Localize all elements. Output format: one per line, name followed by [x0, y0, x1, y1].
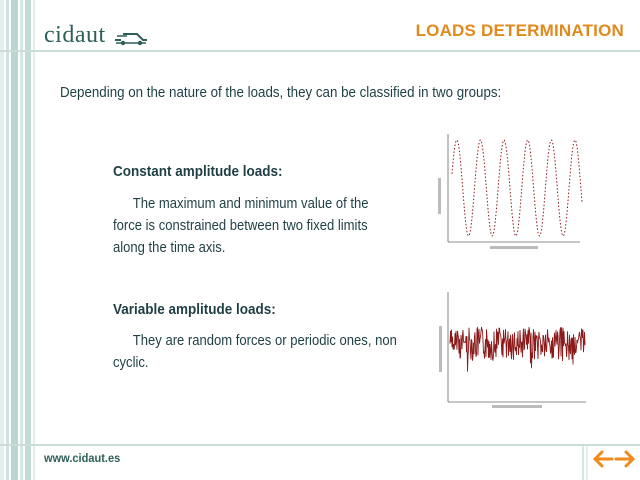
constant-chart-x-label: [490, 246, 538, 249]
slide-title: LOADS DETERMINATION: [415, 21, 624, 40]
constant-chart-y-label: [438, 178, 441, 214]
arrow-left-icon[interactable]: [592, 449, 614, 469]
constant-loads-heading: Constant amplitude loads:: [113, 163, 283, 180]
constant-loads-text: The maximum and minimum value of the force is constrained between two fixed limits along the time axis.: [113, 196, 369, 256]
variable-amplitude-signal: [450, 327, 585, 372]
variable-loads-heading: Variable amplitude loads:: [113, 301, 276, 318]
constant-loads-description: [113, 193, 401, 259]
car-icon: [113, 28, 149, 46]
variable-chart-x-label: [492, 405, 542, 408]
cidaut-logo: cidaut: [44, 22, 106, 48]
footer-divider: [0, 444, 640, 446]
arrow-right-icon[interactable]: [614, 449, 636, 469]
variable-loads-text: They are random forces or periodic ones, non cyclic.: [113, 333, 397, 371]
variable-amplitude-chart: [436, 286, 592, 414]
intro-text: Depending on the nature of the loads, they can be classified in two groups:: [60, 85, 502, 101]
slide-header: [0, 0, 640, 52]
variable-chart-y-label: [439, 326, 442, 372]
constant-amplitude-signal: [452, 140, 582, 236]
header-divider: [0, 50, 640, 52]
footer-url[interactable]: www.cidaut.es: [44, 451, 121, 465]
variable-loads-description: [113, 330, 401, 374]
left-decorative-stripes: [0, 0, 40, 480]
constant-amplitude-chart: [430, 128, 590, 256]
